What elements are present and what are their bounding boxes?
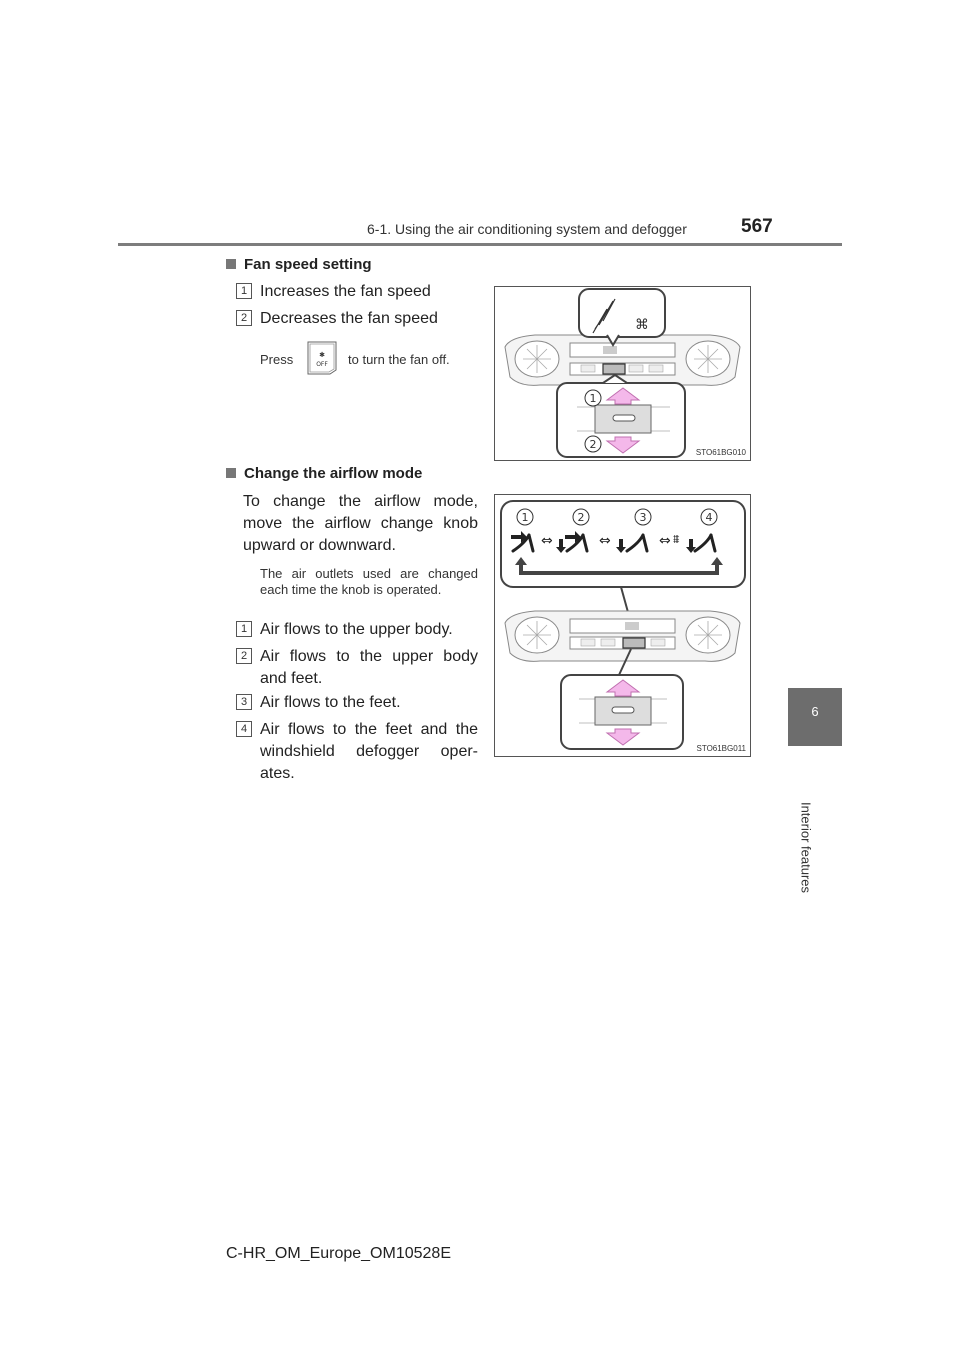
fan-off-button-icon [302, 340, 342, 376]
svg-text:⩩: ⩩ [673, 532, 680, 546]
running-header-title: 6-1. Using the air conditioning system and defogger [367, 221, 687, 237]
fan-speed-illustration [495, 287, 750, 460]
chapter-tab [788, 688, 842, 746]
svg-text:⇔: ⇔ [659, 533, 671, 549]
airflow-heading-text: Change the airflow mode [244, 465, 423, 482]
airflow-item-3-text: Air flows to the feet. [260, 694, 401, 711]
item-number-2: 2 [236, 648, 252, 664]
fan-speed-heading-text: Fan speed setting [244, 256, 372, 273]
airflow-heading [226, 465, 422, 482]
airflow-figure-callout-4: 4 [705, 511, 713, 524]
fan-item-2-text: Decreases the fan speed [260, 310, 438, 327]
svg-text:⇔: ⇔ [599, 533, 611, 549]
airflow-item-2-text: Air flows to the upper body and feet. [260, 648, 478, 687]
document-footer: C-HR_OM_Europe_OM10528E [226, 1245, 451, 1262]
airflow-intro: To change the airflow mode, move the airflow change knob upward or downward. [243, 493, 478, 554]
chapter-number: 6 [811, 704, 819, 719]
airflow-note: The air outlets used are changed each time the knob is operated. [260, 566, 478, 597]
airflow-mode-figure [494, 494, 751, 757]
item-number-1: 1 [236, 283, 252, 299]
fan-figure-callout-1: 1 [589, 392, 597, 405]
square-bullet-icon [226, 468, 236, 478]
svg-text:⌘: ⌘ [635, 317, 649, 333]
fan-figure-callout-2: 2 [589, 438, 597, 451]
off-button-label: OFF [316, 361, 328, 368]
item-number-2: 2 [236, 310, 252, 326]
svg-text:⇔: ⇔ [541, 533, 553, 549]
fan-item-1-text: Increases the fan speed [260, 283, 431, 300]
item-number-4: 4 [236, 721, 252, 737]
chapter-side-label-wrap [796, 800, 816, 920]
airflow-mode-illustration [495, 495, 750, 756]
fan-off-note-end: to turn the fan off. [348, 352, 450, 367]
svg-text:✱: ✱ [319, 351, 325, 359]
airflow-item-4-text: Air flows to the feet and the windshield defogger oper-ates. [260, 721, 478, 782]
square-bullet-icon [226, 259, 236, 269]
airflow-figure-callout-1: 1 [521, 511, 529, 524]
fan-off-note-start: Press [260, 352, 294, 367]
airflow-figure-code: STO61BG011 [696, 744, 746, 753]
airflow-figure-callout-2: 2 [577, 511, 585, 524]
fan-speed-heading [226, 256, 372, 273]
fan-figure-code: STO61BG010 [695, 448, 746, 457]
chapter-side-label: Interior features [798, 801, 814, 894]
item-number-1: 1 [236, 621, 252, 637]
page-number: 567 [741, 216, 773, 237]
airflow-figure-callout-3: 3 [639, 511, 647, 524]
header-divider [118, 243, 842, 246]
fan-speed-figure [494, 286, 751, 461]
airflow-item-1-text: Air flows to the upper body. [260, 621, 453, 638]
item-number-3: 3 [236, 694, 252, 710]
